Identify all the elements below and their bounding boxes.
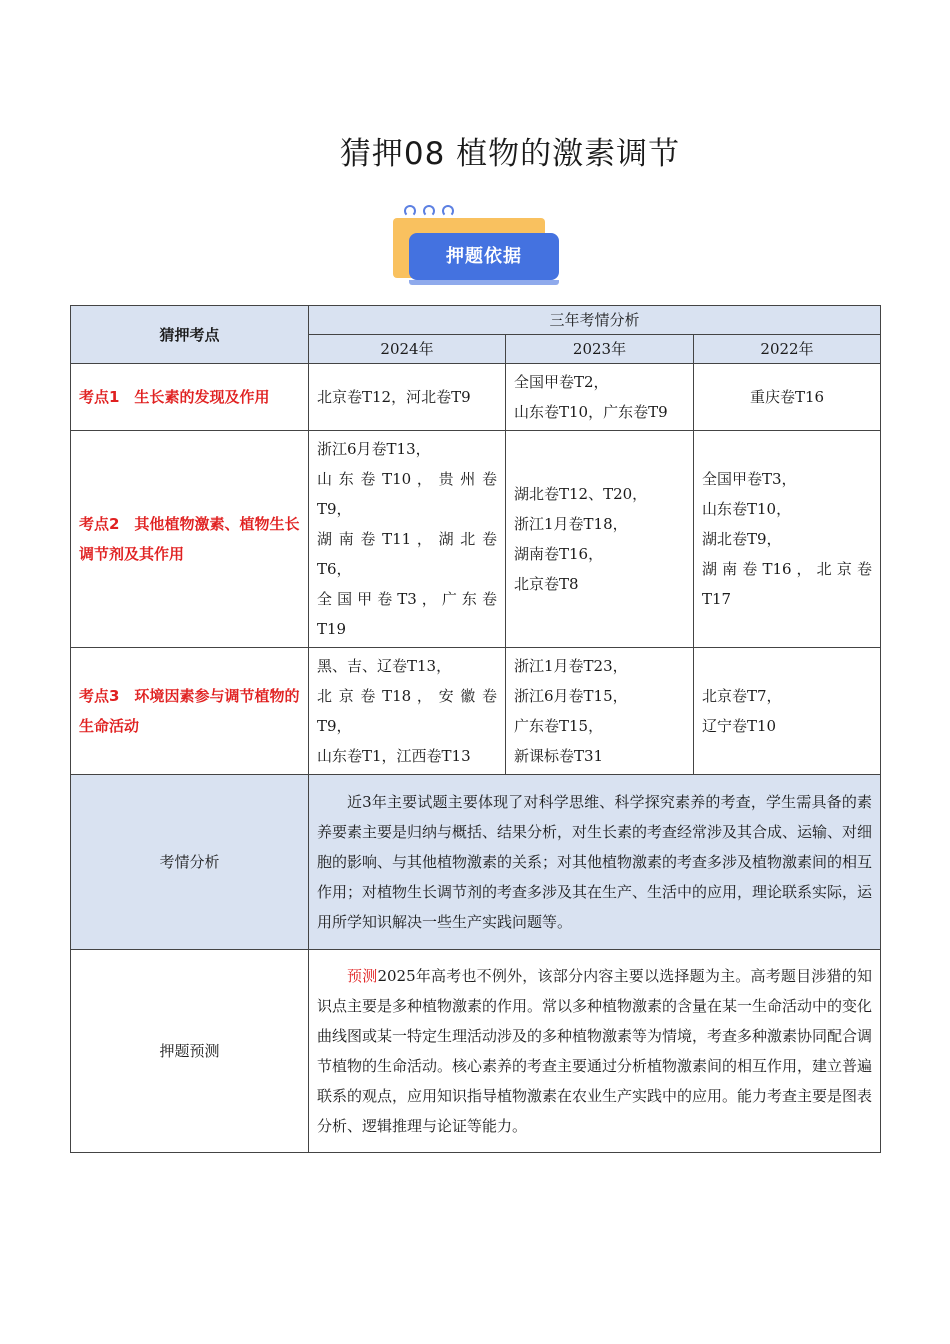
row3-2023-line: 广东卷T15， xyxy=(514,717,604,735)
row2-2024-line: 浙江6月卷T13， xyxy=(317,440,431,458)
row3-2024 xyxy=(309,648,506,775)
analysis-text: 近3年主要试题主要体现了对科学思维、科学探究素养的考查，学生需具备的素养要素主要是归纳与概括、结果分析，对生长素的考查经常涉及其合成、运输、对细胞的影响、与其他植物激素的关系；对其他植物激素的考查多涉及植物激素间的相互作用；对植物生长调节剂的考查多涉及其在生产、生活中的应用，理论联系实际，运用所学知识解决一些生产实践问题等。 xyxy=(309,775,881,950)
row1-2023-line: 山东卷T10，广东卷T9 xyxy=(514,403,668,421)
header-three-year: 三年考情分析 xyxy=(309,306,881,335)
exam-analysis-table xyxy=(70,305,881,1153)
row1-2023-line: 全国甲卷T2， xyxy=(514,373,609,391)
row2-2024-line: 湖 南 卷 T11 ， 湖 北 卷 T6， xyxy=(317,530,497,578)
row3-2024-line: 黑、吉、辽卷T13， xyxy=(317,657,452,675)
row3-2024-line: 北 京 卷 T18 ， 安 徽 卷 T9， xyxy=(317,687,497,735)
prediction-highlight: 预测 xyxy=(347,967,378,985)
header-year-2023: 2023年 xyxy=(506,335,694,364)
row3-2023-line: 浙江1月卷T23， xyxy=(514,657,628,675)
header-year-2022: 2022年 xyxy=(694,335,881,364)
row2-2023-line: 湖南卷T16， xyxy=(514,545,604,563)
row1-2023 xyxy=(506,364,694,431)
row1-2022-line: 重庆卷T16 xyxy=(749,388,825,406)
topic-1: 考点1 生长素的发现及作用 xyxy=(71,364,309,431)
prediction-cell xyxy=(309,950,881,1153)
row3-2023-line: 浙江6月卷T15， xyxy=(514,687,628,705)
badge-underline xyxy=(409,280,559,285)
row2-2022-line: 山东卷T10， xyxy=(702,500,792,518)
row1-2024-line: 北京卷T12，河北卷T9 xyxy=(317,388,471,406)
row1-2024 xyxy=(309,364,506,431)
row2-2022-line: 湖北卷T9， xyxy=(702,530,782,548)
row2-2023-line: 北京卷T8 xyxy=(514,575,579,593)
topic-3: 考点3 环境因素参与调节植物的生命活动 xyxy=(71,648,309,775)
section-badge xyxy=(393,203,563,285)
page-title: 猜押08 植物的激素调节 xyxy=(339,136,681,172)
row2-2024 xyxy=(309,431,506,648)
header-topic: 猜押考点 xyxy=(71,306,309,364)
row2-2024-line: 山 东 卷 T10 ， 贵 州 卷 T9， xyxy=(317,470,497,518)
row2-2023 xyxy=(506,431,694,648)
row2-2023-line: 浙江1月卷T18， xyxy=(514,515,628,533)
row3-2023-line: 新课标卷T31 xyxy=(514,747,604,765)
row2-2022-line: 全国甲卷T3， xyxy=(702,470,797,488)
row2-2024-line: 全 国 甲 卷 T3 ， 广 东 卷 T19 xyxy=(317,590,497,638)
row2-2022 xyxy=(694,431,881,648)
row2-2022-line: 湖 南 卷 T16 ， 北 京 卷 T17 xyxy=(702,560,872,608)
ring-binder-icon xyxy=(404,203,464,223)
row3-2022 xyxy=(694,648,881,775)
row3-2022-line: 辽宁卷T10 xyxy=(702,717,777,735)
prediction-label: 押题预测 xyxy=(71,950,309,1153)
analysis-label: 考情分析 xyxy=(71,775,309,950)
header-year-2024: 2024年 xyxy=(309,335,506,364)
topic-2: 考点2 其他植物激素、植物生长调节剂及其作用 xyxy=(71,431,309,648)
prediction-text: 2025年高考也不例外，该部分内容主要以选择题为主。高考题目涉猎的知识点主要是多种植物激素的作用。常以多种植物激素的含量在某一生命活动中的变化曲线图或某一特定生理活动涉及的多种植物激素等为情境，考查多种激素协同配合调节植物的生命活动。核心素养的考查主要通过分析植物激素间的相互作用，建立普遍联系的观点，应用知识指导植物激素在农业生产实践中的应用。能力考查主要是图表分析、逻辑推理与论证等能力。 xyxy=(317,967,873,1135)
row1-2022 xyxy=(694,364,881,431)
badge-label: 押题依据 xyxy=(409,233,559,280)
row3-2023 xyxy=(506,648,694,775)
row2-2023-line: 湖北卷T12、T20， xyxy=(514,485,648,503)
row3-2024-line: 山东卷T1，江西卷T13 xyxy=(317,747,471,765)
row3-2022-line: 北京卷T7， xyxy=(702,687,782,705)
